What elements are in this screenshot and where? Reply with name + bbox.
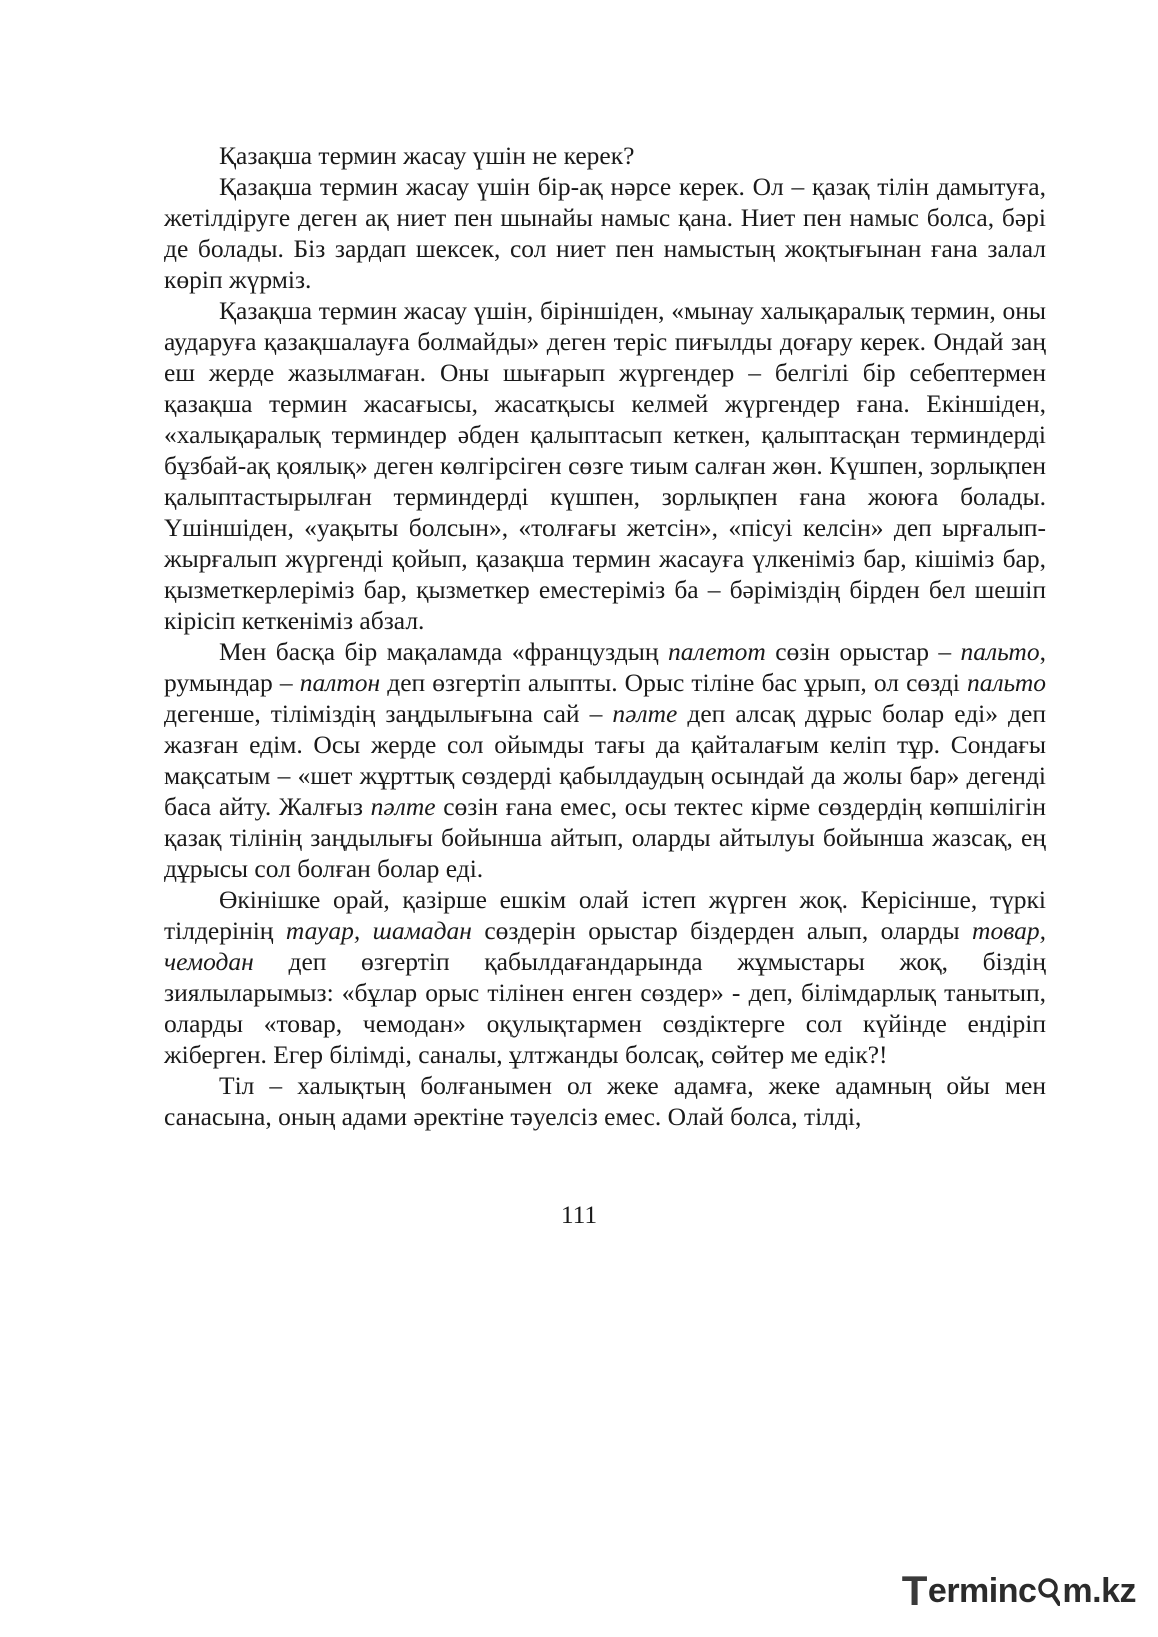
text-run: деп алсақ дұрыс болар еді» деп жазған едім. Осы жерде сол ойымды тағы да қайталағым келіп тұр. Сондағы мақсатым – «шет жұрттық сөздерді қабылдаудың осындай да жолы бар» дегенді баса айту. Жалғыз (164, 699, 1046, 821)
page-number: 111 (560, 1200, 598, 1229)
magnifier-icon (1038, 1576, 1060, 1606)
text-run: деп өзгертіп қабылдағандарында жұмыстары жоқ, біздің зиялыларымыз: «бұлар орыс тілінен енген сөздер» - деп, білімдарлық танытып, оларды «товар, чемодан» оқулықтармен сөздіктерге сол күйінде ендіріп жіберген. Егер білімді, саналы, ұлтжанды болсақ, сөйтер ме едік?! (164, 947, 1046, 1069)
italic-term: пәлте (612, 699, 678, 728)
page-body (164, 140, 1046, 1132)
logo-text-part1: erminc (927, 1571, 1037, 1610)
italic-term: пальто (966, 668, 1046, 697)
text-run: , румындар – (164, 637, 1046, 697)
text-run: Мен басқа бір мақаламда «француздың (219, 637, 668, 666)
paragraphs (164, 171, 1046, 1132)
paragraph (164, 884, 1046, 1070)
italic-term: тауар, шамадан (285, 916, 472, 945)
text-run: сөзін орыстар – (765, 637, 961, 666)
terminkom-logo (902, 1567, 1136, 1615)
italic-term: палтон (299, 668, 381, 697)
text-run: Тіл – халықтың болғанымен ол жеке адамға, жеке адамның ойы мен санасына, оның адами әректіне тәуелсіз емес. Олай болса, тілді, (164, 1071, 1046, 1131)
paragraph (164, 171, 1046, 295)
text-run: сөздерін орыстар біздерден алып, оларды (471, 916, 973, 945)
text-run: Қазақша термин жасау үшін бір-ақ нәрсе керек. Ол – қазақ тілін дамытуға, жетілдіруге деген ақ ниет пен шынайы намыс қана. Ниет пен намыс болса, бәрі де болады. Біз зардап шексек, сол ниет пен намыстың жоқтығынан ғана залал көріп жүрміз. (164, 172, 1046, 294)
italic-term: пальто (960, 637, 1040, 666)
text-run: Қазақша термин жасау үшін, біріншіден, «мынау халықаралық термин, оны аударуға қазақшалауға болмайды» деген теріс пиғылды доғару керек. Ондай заң еш жерде жазылмаған. Оны шығарып жүргендер – белгілі бір себептермен қазақша термин жасағысы, жасатқысы келмей жүргендер ғана. Екіншіден, «халықаралық терминдер әбден қалыптасып кеткен, қалыптасқан терминдерді бұзбай-ақ қоялық» деген көлгірсіген сөзге тиым салған жөн. Күшпен, зорлықпен қалыптастырылған терминдерді күшпен, зорлықпен ғана жоюға болады. Үшіншіден, «уақыты болсын», «толғағы жетсін», «пісуі келсін» деп ырғалып-жырғалып жүргенді қойып, қазақша термин жасауға үлкеніміз бар, кішіміз бар, қызметкерлеріміз бар, қызметкер еместеріміз ба – бәріміздің бірден бел шешіп кірісіп кеткеніміз абзал. (164, 296, 1046, 635)
paragraph (164, 1070, 1046, 1132)
paragraph (164, 636, 1046, 884)
text-run: дегенше, тіліміздің заңдылығына сай – (164, 699, 613, 728)
paragraph (164, 295, 1046, 636)
italic-term: палетот (667, 637, 766, 666)
text-run: деп өзгертіп алыпты. Орыс тіліне бас ұрып, ол сөзді (380, 668, 967, 697)
section-heading: Қазақша термин жасау үшін не керек? (219, 141, 635, 170)
logo-text-part2: m.kz (1062, 1571, 1136, 1610)
text-run: Өкінішке орай, қазірше ешкім олай істеп жүрген жоқ. Керісінше, түркі тілдерінің (164, 885, 1046, 945)
italic-term: пәлте (370, 792, 436, 821)
text-run: сөзін ғана емес, осы тектес кірме сөздердің көпшілігін қазақ тілінің заңдылығы бойынша айтып, оларды айтылуы бойынша жазсақ, ең дұрысы сол болған болар еді. (164, 792, 1047, 883)
italic-term: товар, чемодан (164, 916, 1046, 976)
logo-t-letter: T (901, 1567, 927, 1614)
